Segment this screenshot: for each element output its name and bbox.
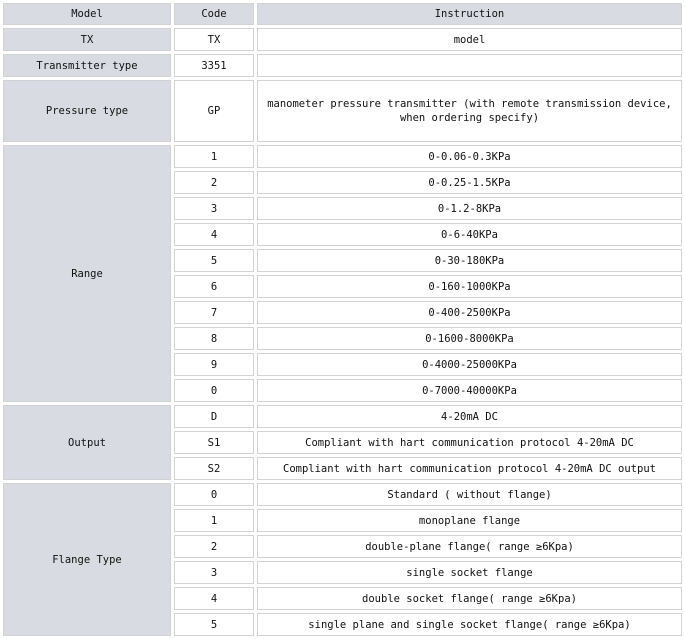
flange-code: 3 — [174, 561, 254, 584]
row-transmitter-type — [3, 54, 682, 77]
flange-instruction: single plane and single socket flange( range ≥6Kpa) — [257, 613, 682, 636]
row-tx — [3, 28, 682, 51]
range-code: 5 — [174, 249, 254, 272]
output-code: D — [174, 405, 254, 428]
code-transmitter-type: 3351 — [174, 54, 254, 77]
output-instruction: Compliant with hart communication protocol 4-20mA DC — [257, 431, 682, 454]
range-instruction: 0-7000-40000KPa — [257, 379, 682, 402]
range-instruction: 0-4000-25000KPa — [257, 353, 682, 376]
flange-instruction: monoplane flange — [257, 509, 682, 532]
table-row — [3, 483, 682, 506]
code-pressure-type: GP — [174, 80, 254, 142]
header-row — [3, 3, 682, 25]
output-instruction: Compliant with hart communication protocol 4-20mA DC output — [257, 457, 682, 480]
header-model: Model — [3, 3, 171, 25]
header-instruction: Instruction — [257, 3, 682, 25]
header-code: Code — [174, 3, 254, 25]
flange-code: 5 — [174, 613, 254, 636]
output-code: S2 — [174, 457, 254, 480]
label-flange-type: Flange Type — [3, 483, 171, 636]
instruction-pressure-line2: when ordering specify) — [399, 112, 540, 124]
flange-instruction: double socket flange( range ≥6Kpa) — [257, 587, 682, 610]
range-code: 9 — [174, 353, 254, 376]
label-tx: TX — [3, 28, 171, 51]
instruction-pressure-type — [257, 80, 682, 142]
range-instruction: 0-0.25-1.5KPa — [257, 171, 682, 194]
label-transmitter-type: Transmitter type — [3, 54, 171, 77]
range-code: 7 — [174, 301, 254, 324]
flange-code: 1 — [174, 509, 254, 532]
output-code: S1 — [174, 431, 254, 454]
range-code: 8 — [174, 327, 254, 350]
label-pressure-type: Pressure type — [3, 80, 171, 142]
instruction-tx: model — [257, 28, 682, 51]
range-code: 3 — [174, 197, 254, 220]
flange-code: 4 — [174, 587, 254, 610]
table-row — [3, 145, 682, 168]
range-code: 4 — [174, 223, 254, 246]
range-instruction: 0-160-1000KPa — [257, 275, 682, 298]
range-instruction: 0-400-2500KPa — [257, 301, 682, 324]
range-instruction: 0-1600-8000KPa — [257, 327, 682, 350]
output-instruction: 4-20mA DC — [257, 405, 682, 428]
range-instruction: 0-0.06-0.3KPa — [257, 145, 682, 168]
range-code: 6 — [174, 275, 254, 298]
table-row — [3, 405, 682, 428]
flange-instruction: single socket flange — [257, 561, 682, 584]
flange-code: 2 — [174, 535, 254, 558]
range-instruction: 0-6-40KPa — [257, 223, 682, 246]
flange-instruction: Standard ( without flange) — [257, 483, 682, 506]
instruction-pressure-line1: manometer pressure transmitter (with remote transmission device, — [267, 98, 672, 110]
range-code: 0 — [174, 379, 254, 402]
instruction-transmitter-type — [257, 54, 682, 77]
range-code: 2 — [174, 171, 254, 194]
flange-instruction: double-plane flange( range ≥6Kpa) — [257, 535, 682, 558]
flange-code: 0 — [174, 483, 254, 506]
label-range: Range — [3, 145, 171, 402]
range-instruction: 0-1.2-8KPa — [257, 197, 682, 220]
range-instruction: 0-30-180KPa — [257, 249, 682, 272]
label-output: Output — [3, 405, 171, 480]
range-code: 1 — [174, 145, 254, 168]
row-pressure-type — [3, 80, 682, 142]
code-tx: TX — [174, 28, 254, 51]
